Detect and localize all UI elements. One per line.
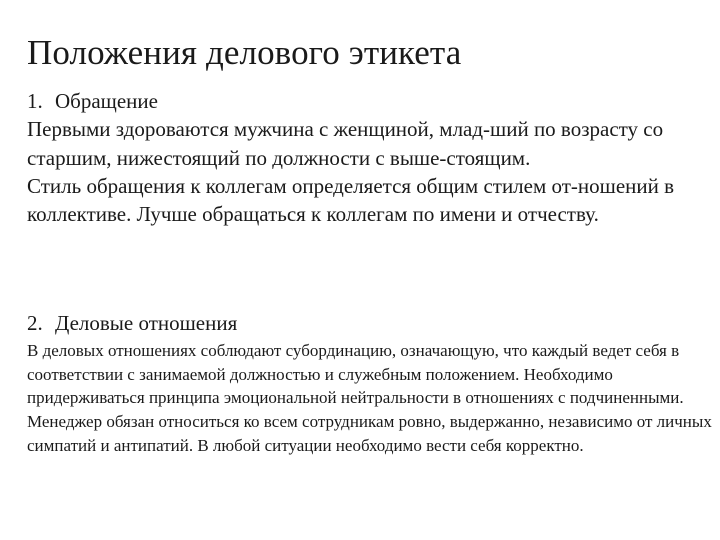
section-heading-text: Обращение xyxy=(55,89,158,113)
section-business-relations xyxy=(27,309,717,458)
paragraph-style: Стиль обращения к коллегам определяется общим стилем от-ношений в коллективе. Лучше обращаться к коллегам по имени и отчеству. xyxy=(27,173,675,227)
slide-title: Положения делового этикета xyxy=(27,33,462,72)
section-heading xyxy=(27,309,717,337)
section-heading-text: Деловые отношения xyxy=(55,311,238,335)
paragraph-subordination: В деловых отношениях соблюдают субординацию, означающую, что каждый ведет себя в соответствии с занимаемой должностью и служебным положением. Необходимо придерживаться принципа эмоциональной нейтральности в отношениях с подчиненными. Менеджер обязан относиться ко всем сотрудникам ровно, выдержанно, независимо от личных симпатий и антипатий. В любой ситуации необходимо вести себя корректно. xyxy=(27,341,712,455)
section-number: 2. xyxy=(27,311,43,335)
section-heading xyxy=(27,87,707,115)
section-addressing xyxy=(27,87,707,228)
section-number: 1. xyxy=(27,89,43,113)
paragraph-greeting: Первыми здороваются мужчина с женщиной, млад-ший по возрасту со старшим, нижестоящий по должности с выше-стоящим. xyxy=(27,117,664,170)
